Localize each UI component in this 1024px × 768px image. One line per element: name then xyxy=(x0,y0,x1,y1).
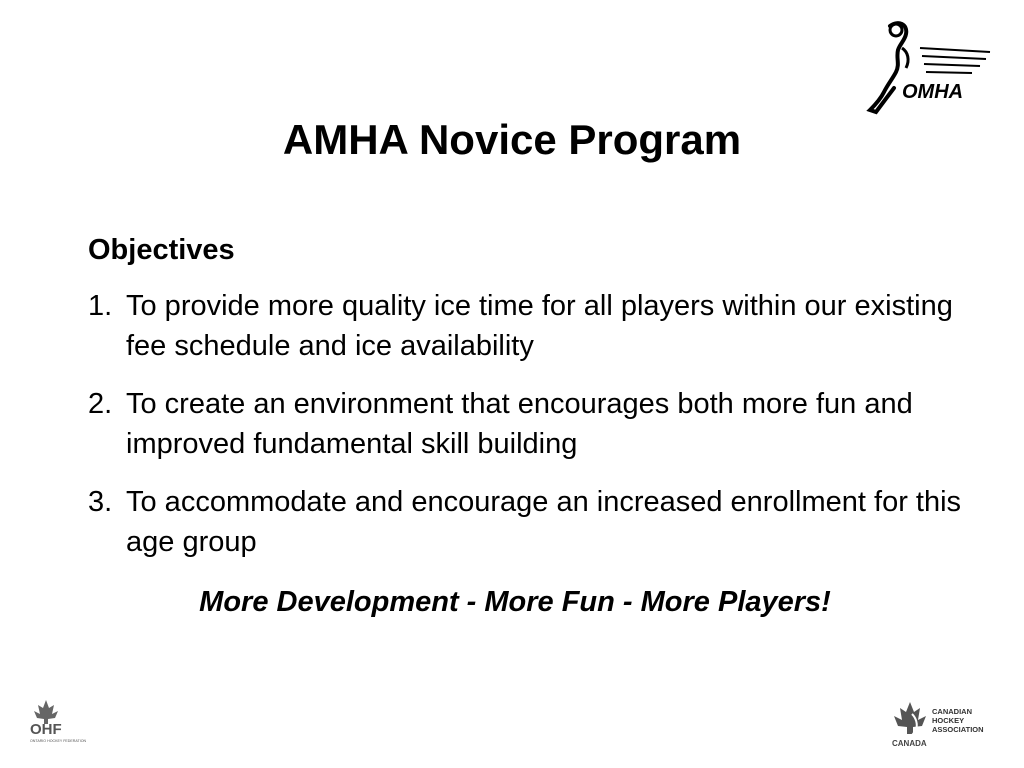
omha-logo-text: OMHA xyxy=(902,81,964,103)
objective-item xyxy=(88,482,968,562)
ohf-logo xyxy=(28,698,98,744)
section-heading: Objectives xyxy=(88,234,235,266)
objective-text: To create an environment that encourages both more fun and improved fundamental skill building xyxy=(126,388,913,460)
objective-number: 3. xyxy=(88,486,113,518)
cha-logo-subtext: CANADA xyxy=(892,739,927,748)
objective-text: To accommodate and encourage an increased enrollment for this age group xyxy=(126,486,962,558)
objectives-list xyxy=(88,286,968,580)
objective-item xyxy=(88,384,968,464)
ohf-logo-text: OHF xyxy=(30,721,62,738)
tagline: More Development - More Fun - More Players! xyxy=(199,586,831,618)
ohf-logo-subtext: ONTARIO HOCKEY FEDERATION xyxy=(30,739,87,743)
omha-logo xyxy=(862,18,992,118)
objective-number: 1. xyxy=(88,290,113,322)
cha-logo-line: CANADIAN xyxy=(932,707,972,716)
cha-logo-line: HOCKEY xyxy=(932,716,965,725)
cha-logo-line: ASSOCIATION xyxy=(932,725,984,734)
objective-text: To provide more quality ice time for all players within our existing fee schedule and ice availability xyxy=(126,290,953,362)
slide-title: AMHA Novice Program xyxy=(282,116,742,163)
objective-number: 2. xyxy=(88,388,113,420)
objective-item xyxy=(88,286,968,366)
maple-leaf-icon xyxy=(894,702,926,734)
hockey-canada-logo xyxy=(888,700,1004,750)
